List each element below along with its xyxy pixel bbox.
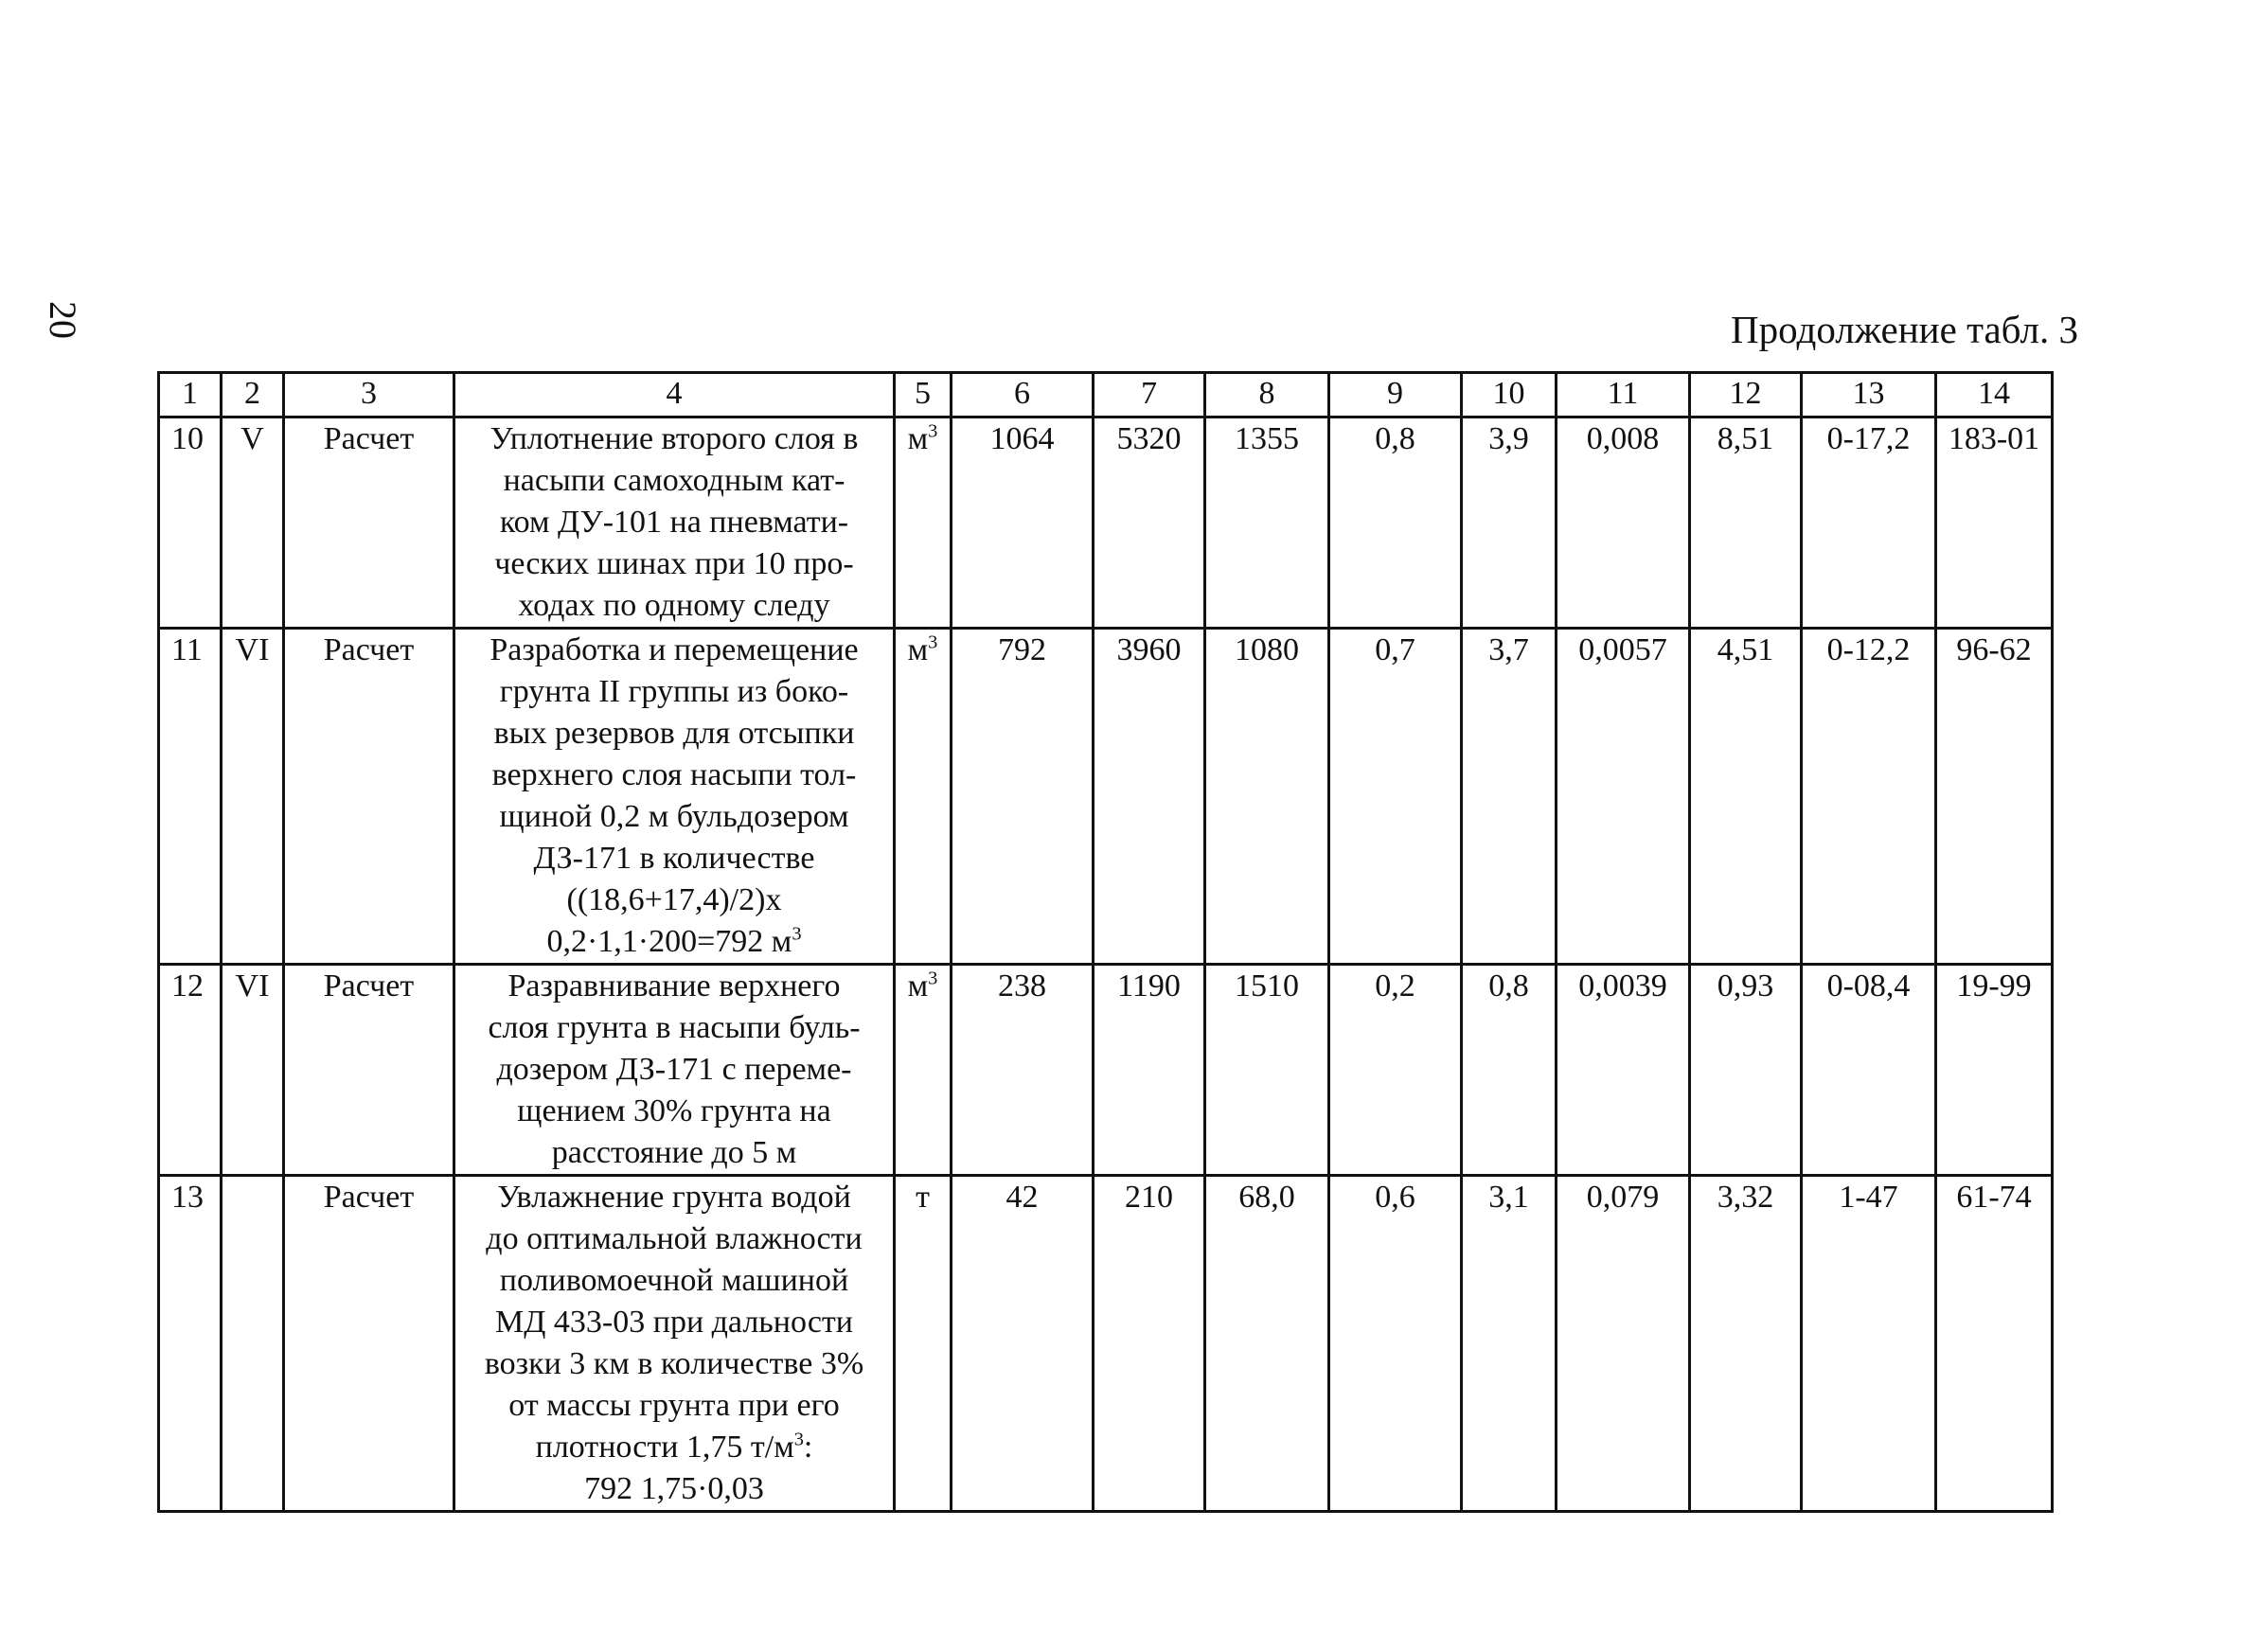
description-line: насыпи самоходным кат- [503, 463, 845, 498]
column-header: 5 [895, 373, 952, 417]
description-line: Увлажнение грунта водой [497, 1180, 851, 1215]
cell-col-11: 0,008 [1557, 417, 1690, 629]
cell-col-12: 4,51 [1690, 629, 1802, 965]
description-line: вых резервов для отсыпки [493, 716, 855, 751]
description-line: МД 433-03 при дальности [495, 1305, 853, 1340]
cell-col-10: 0,8 [1462, 965, 1557, 1176]
description-line: ком ДУ-101 на пневмати- [499, 505, 849, 540]
cell-col-6: 1064 [952, 417, 1094, 629]
header-row [159, 373, 2053, 417]
cell-col-8: 1355 [1205, 417, 1329, 629]
cell-col-7: 210 [1094, 1176, 1205, 1512]
cell-col-1: 10 [159, 417, 222, 629]
cell-col-6: 792 [952, 629, 1094, 965]
cell-col-14: 183-01 [1936, 417, 2053, 629]
description-line: поливомоечной машиной [499, 1263, 849, 1298]
page-number: 20 [42, 301, 84, 339]
description-line: щиной 0,2 м бульдозером [499, 799, 849, 834]
column-header: 14 [1936, 373, 2053, 417]
data-table [157, 371, 2054, 1513]
work-description-cell [454, 417, 895, 629]
cell-col-5: $м^3$ [895, 629, 952, 965]
cell-col-11: 0,0039 [1557, 965, 1690, 1176]
cell-col-12: 3,32 [1690, 1176, 1802, 1512]
cell-col-3: Расчет [284, 417, 454, 629]
column-header: 6 [952, 373, 1094, 417]
cell-col-6: 42 [952, 1176, 1094, 1512]
cell-col-7: 3960 [1094, 629, 1205, 965]
cell-col-13: 1-47 [1802, 1176, 1936, 1512]
table-row [159, 1176, 2053, 1512]
cell-col-14: 61-74 [1936, 1176, 2053, 1512]
cell-col-5: $м^3$ [895, 417, 952, 629]
description-line: ческих шинах при 10 про- [494, 546, 854, 581]
cell-col-11: 0,079 [1557, 1176, 1690, 1512]
cell-col-9: 0,8 [1329, 417, 1462, 629]
description-line: верхнего слоя насыпи тол- [491, 757, 857, 792]
column-header: 7 [1094, 373, 1205, 417]
column-header: 8 [1205, 373, 1329, 417]
description-line: щением 30% грунта на [517, 1093, 831, 1128]
cell-col-3: Расчет [284, 629, 454, 965]
cell-col-6: 238 [952, 965, 1094, 1176]
work-description-cell [454, 629, 895, 965]
description-line: ДЗ-171 в количестве [533, 841, 815, 876]
cell-col-7: 5320 [1094, 417, 1205, 629]
cell-col-1: 12 [159, 965, 222, 1176]
cell-col-10: 3,1 [1462, 1176, 1557, 1512]
cell-col-8: 68,0 [1205, 1176, 1329, 1512]
cell-col-2: V [222, 417, 284, 629]
cell-col-1: 11 [159, 629, 222, 965]
cell-col-2: VI [222, 965, 284, 1176]
description-line: возки 3 км в количестве 3% [484, 1346, 864, 1381]
column-header: 4 [454, 373, 895, 417]
table-row [159, 417, 2053, 629]
description-line: Разравнивание верхнего [507, 968, 841, 1004]
cell-col-8: 1080 [1205, 629, 1329, 965]
table-continuation-caption: Продолжение табл. 3 [1731, 308, 2078, 351]
cell-col-12: 8,51 [1690, 417, 1802, 629]
cell-col-5: т [895, 1176, 952, 1512]
cell-col-3: Расчет [284, 1176, 454, 1512]
description-line: расстояние до 5 м [551, 1135, 797, 1170]
description-line: ходах по одному следу [518, 588, 830, 623]
cell-col-14: 96-62 [1936, 629, 2053, 965]
column-header: 9 [1329, 373, 1462, 417]
cell-col-13: 0-08,4 [1802, 965, 1936, 1176]
cell-col-10: 3,9 [1462, 417, 1557, 629]
cell-col-7: 1190 [1094, 965, 1205, 1176]
work-description-cell [454, 1176, 895, 1512]
column-header: 1 [159, 373, 222, 417]
cell-col-10: 3,7 [1462, 629, 1557, 965]
cell-col-13: 0-17,2 [1802, 417, 1936, 629]
cell-col-9: 0,7 [1329, 629, 1462, 965]
column-header: 13 [1802, 373, 1936, 417]
cell-col-9: 0,6 [1329, 1176, 1462, 1512]
description-line: грунта II группы из боко- [499, 674, 849, 709]
cell-col-2: VI [222, 629, 284, 965]
description-line: ((18,6+17,4)/2)x [566, 882, 782, 917]
column-header: 2 [222, 373, 284, 417]
column-header: 10 [1462, 373, 1557, 417]
description-line: Разработка и перемещение [489, 632, 859, 667]
description-line: от массы грунта при его [508, 1388, 840, 1423]
work-description-cell [454, 965, 895, 1176]
description-line: до оптимальной влажности [486, 1221, 863, 1256]
description-line: 792 1,75·0,03 [584, 1471, 764, 1506]
cell-col-9: 0,2 [1329, 965, 1462, 1176]
description-line: плотности 1,75 $т/м^3$: [535, 1429, 813, 1465]
cell-col-2 [222, 1176, 284, 1512]
cell-col-14: 19-99 [1936, 965, 2053, 1176]
description-line: дозером ДЗ-171 с переме- [496, 1052, 852, 1087]
column-header: 12 [1690, 373, 1802, 417]
cell-col-13: 0-12,2 [1802, 629, 1936, 965]
description-line: слоя грунта в насыпи буль- [488, 1010, 861, 1045]
cell-col-11: 0,0057 [1557, 629, 1690, 965]
table-row [159, 629, 2053, 965]
column-header: 3 [284, 373, 454, 417]
cell-col-12: 0,93 [1690, 965, 1802, 1176]
description-line: 0,2·1,1·200=792 $м^3$ [546, 923, 802, 959]
cell-col-5: $м^3$ [895, 965, 952, 1176]
description-line: Уплотнение второго слоя в [489, 421, 859, 456]
cell-col-1: 13 [159, 1176, 222, 1512]
column-header: 11 [1557, 373, 1690, 417]
cell-col-8: 1510 [1205, 965, 1329, 1176]
table-row [159, 965, 2053, 1176]
cell-col-3: Расчет [284, 965, 454, 1176]
